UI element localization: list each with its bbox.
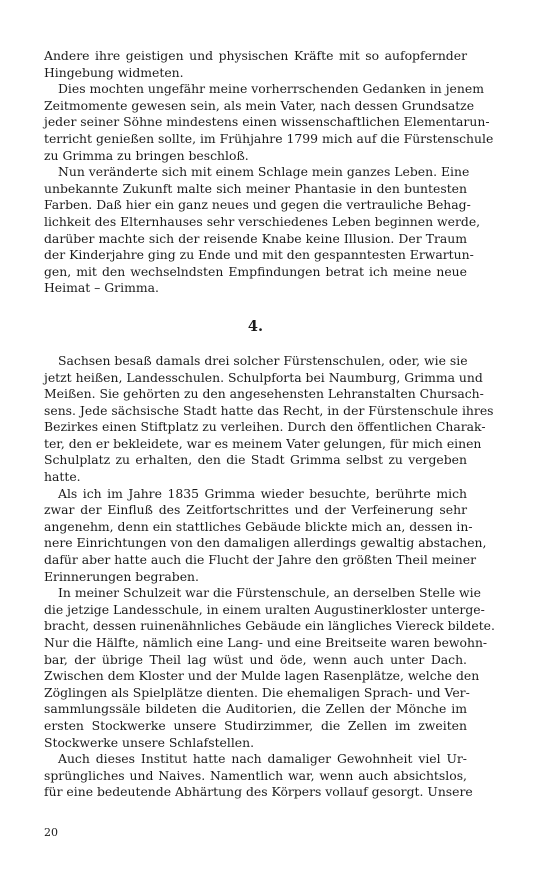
text-line: zu Grimma zu bringen beschloß. [44, 147, 249, 163]
text-line: Auch dieses Institut hatte nach damaliger Gewohnheit viel Ur- [58, 751, 467, 767]
text-line: lichkeit des Elternhauses sehr verschiedenes Leben beginnen werde, [44, 213, 481, 229]
text-line: Zöglingen als Spielplätze dienten. Die ehemaligen Sprach- und Ver- [44, 684, 470, 700]
text-line: Zeitmomente gewesen sein, als mein Vater, nach dessen Grundsatze [44, 97, 475, 113]
text-line: zwar der Einfluß des Zeitfortschrittes und der Verfeinerung sehr [44, 502, 467, 518]
text-block-bottom [44, 352, 495, 801]
text-line: Stockwerke unsere Schlafstellen. [44, 734, 255, 750]
text-block-top [44, 48, 494, 297]
text-line: Sachsen besaß damals drei solcher Fürstenschulen, oder, wie sie [58, 352, 468, 368]
text-line: Schulplatz zu erhalten, den die Stadt Grimma selbst zu vergeben [44, 452, 467, 468]
text-line: Zwischen dem Kloster und der Mulde lagen Rasenplätze, welche den [44, 668, 480, 684]
text-line: für eine bedeutende Abhärtung des Körpers vollauf gesorgt. Unsere [44, 784, 473, 800]
page-body [44, 48, 495, 801]
text-line: Erinnerungen begraben. [44, 568, 199, 584]
text-line: nere Einrichtungen von den damaligen allerdings gewaltig abstachen, [44, 535, 487, 551]
text-line: hatte. [44, 469, 81, 485]
text-line: ersten Stockwerke unsere Studirzimmer, die Zellen im zweiten [44, 717, 467, 733]
text-line: gen, mit den wechselndsten Empfindungen betrat ich meine neue [44, 263, 467, 279]
text-line: Nur die Hälfte, nämlich eine Lang- und eine Breitseite waren bewohn- [44, 635, 488, 650]
text-line: die jetzige Landesschule, in einem uralten Augustinerkloster unterge- [44, 601, 485, 617]
text-line: Andere ihre geistigen und physischen Kräfte mit so aufopfernder [44, 48, 467, 63]
text-line: sprüngliches und Naives. Namentlich war, wenn auch absichtslos, [44, 767, 467, 783]
text-line: jeder seiner Söhne mindestens einen wissenschaftlichen Elementarun- [44, 114, 490, 130]
text-line: Bezirkes einen Stiftplatz zu verleihen. Durch den öffentlichen Charak- [44, 419, 486, 435]
text-line: Heimat – Grimma. [44, 280, 159, 296]
text-line: unbekannte Zukunft malte sich meiner Phantasie in den buntesten [44, 180, 467, 196]
text-line: bar, der übrige Theil lag wüst und öde, wenn auch unter Dach. [44, 651, 467, 667]
text-line: Meißen. Sie gehörten zu den angesehensten Lehranstalten Chursach- [44, 386, 484, 402]
text-line: jetzt heißen, Landesschulen. Schulpforta bei Naumburg, Grimma und [44, 369, 483, 385]
page-number: 20 [44, 826, 58, 839]
text-line: angenehm, denn ein stattliches Gebäude blickte mich an, dessen in- [44, 518, 473, 534]
text-line: Nun veränderte sich mit einem Schlage mein ganzes Leben. Eine [58, 164, 470, 180]
text-line: Als ich im Jahre 1835 Grimma wieder besuchte, berührte mich [58, 485, 467, 501]
text-line: In meiner Schulzeit war die Fürstenschule, an derselben Stelle wie [58, 585, 481, 601]
text-line: darüber machte sich der reisende Knabe keine Illusion. Der Traum [44, 230, 467, 246]
text-line: der Kinderjahre ging zu Ende und mit den gespanntesten Erwartun- [44, 247, 474, 263]
chapter-heading: 4. [247, 317, 264, 335]
text-line: Farben. Daß hier ein ganz neues und gegen die vertrauliche Behag- [44, 197, 471, 213]
text-line: Hingebung widmeten. [44, 64, 184, 80]
text-line: terricht genießen sollte, im Frühjahre 1799 mich auf die Fürstenschule [44, 130, 494, 146]
text-line: sens. Jede sächsische Stadt hatte das Recht, in der Fürstenschule ihres [44, 402, 494, 418]
text-line: dafür aber hatte auch die Flucht der Jahre den größten Theil meiner [44, 552, 477, 568]
text-line: Dies mochten ungefähr meine vorherrschenden Gedanken in jenem [58, 81, 484, 97]
text-line: ter, den er bekleidete, war es meinem Vater gelungen, für mich einen [44, 435, 482, 451]
text-line: bracht, dessen ruinenähnliches Gebäude ein längliches Viereck bildete. [44, 618, 495, 634]
text-line: sammlungssäle bildeten die Auditorien, die Zellen der Mönche im [44, 701, 467, 717]
